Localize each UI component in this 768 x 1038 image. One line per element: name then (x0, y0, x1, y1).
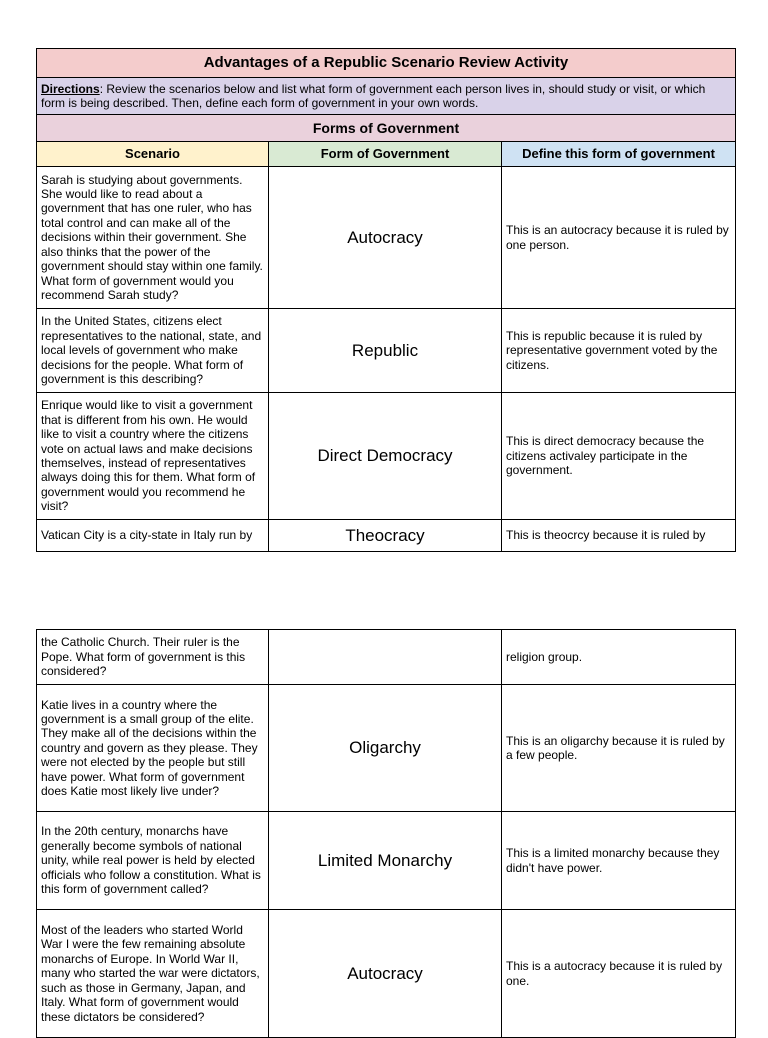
directions-label: Directions (41, 82, 100, 96)
form-cell: Oligarchy (269, 685, 502, 812)
directions-text: : Review the scenarios below and list what form of government each person lives in, should study or visit, or which form is being described. Then, define each form of government in your own words. (41, 82, 706, 110)
table-row (37, 685, 736, 812)
scenario-cell: In the 20th century, monarchs have generally become symbols of national unity, while real power is held by elected officials who follow a constitution. What is this form of government called? (37, 812, 269, 910)
scenario-cell: Enrique would like to visit a government that is different from his own. He would like to visit a country where the citizens vote on actual laws and make decisions themselves, instead of representatives always doing this for them. What form of government would you recommend he visit? (37, 393, 269, 520)
table-row (37, 520, 736, 552)
worksheet-table-page-2 (36, 629, 736, 1038)
scenario-cell: Sarah is studying about governments. She would like to read about a government that has one ruler, who has total control and can make all of the decisions within their government. She also thinks that the power of the government should stay within one family. What form of government would you recommend Sarah study? (37, 167, 269, 309)
definition-cell: This is theocrcy because it is ruled by (502, 520, 736, 552)
section-title: Forms of Government (37, 115, 736, 142)
header-form: Form of Government (269, 142, 502, 167)
table-row (37, 812, 736, 910)
definition-cell: This is direct democracy because the citizens activaley participate in the government. (502, 393, 736, 520)
directions (37, 78, 736, 115)
worksheet-table-page-1 (36, 48, 736, 552)
form-cell: Limited Monarchy (269, 812, 502, 910)
table-row (37, 167, 736, 309)
definition-cell: religion group. (502, 630, 736, 685)
definition-cell: This is a autocracy because it is ruled by one. (502, 910, 736, 1038)
form-cell (269, 630, 502, 685)
scenario-cell: Katie lives in a country where the government is a small group of the elite. They make all of the decisions within the country and govern as they please. They were not elected by the people but still have power. What form of government does Katie most likely live under? (37, 685, 269, 812)
table-row (37, 630, 736, 685)
definition-cell: This is a limited monarchy because they didn't have power. (502, 812, 736, 910)
definition-cell: This is republic because it is ruled by representative government voted by the citizens. (502, 309, 736, 393)
form-cell: Theocracy (269, 520, 502, 552)
table-row (37, 910, 736, 1038)
definition-cell: This is an autocracy because it is ruled by one person. (502, 167, 736, 309)
definition-cell: This is an oligarchy because it is ruled by a few people. (502, 685, 736, 812)
form-cell: Autocracy (269, 167, 502, 309)
scenario-cell: Vatican City is a city-state in Italy run by (37, 520, 269, 552)
scenario-cell: Most of the leaders who started World War I were the few remaining absolute monarchs of Europe. In World War II, many who started the war were dictators, such as those in Germany, Japan, and Italy. What form of government would these dictators be considered? (37, 910, 269, 1038)
scenario-cell: the Catholic Church. Their ruler is the Pope. What form of government is this considered? (37, 630, 269, 685)
form-cell: Direct Democracy (269, 393, 502, 520)
scenario-cell: In the United States, citizens elect representatives to the national, state, and local levels of government who make decisions for the people. What form of government is this describing? (37, 309, 269, 393)
header-scenario: Scenario (37, 142, 269, 167)
form-cell: Republic (269, 309, 502, 393)
header-define: Define this form of government (502, 142, 736, 167)
table-row (37, 309, 736, 393)
form-cell: Autocracy (269, 910, 502, 1038)
table-row (37, 393, 736, 520)
worksheet-title: Advantages of a Republic Scenario Review Activity (37, 49, 736, 78)
